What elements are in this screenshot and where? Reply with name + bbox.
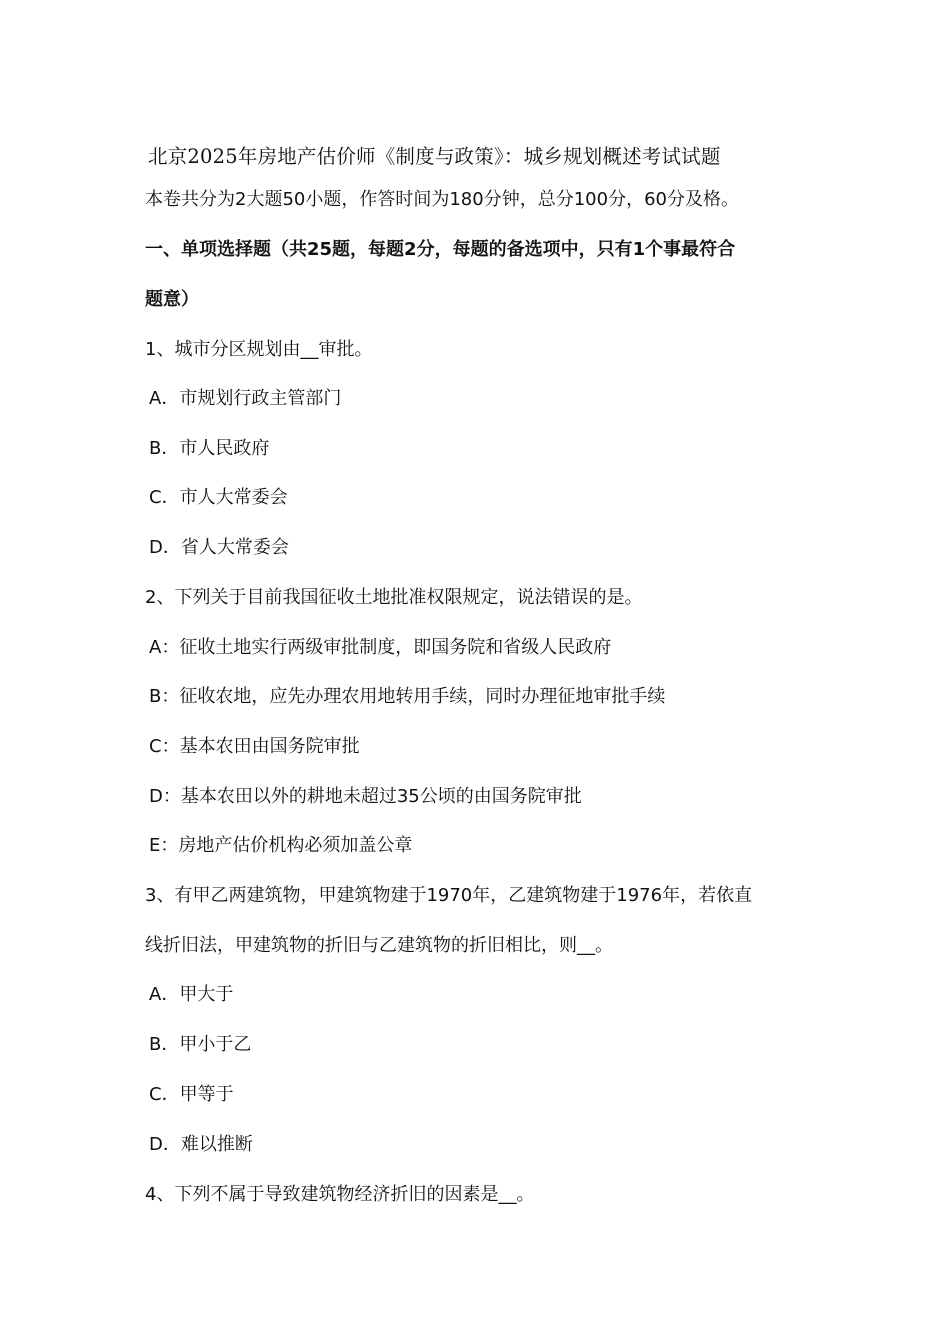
question-2-option-a: A：征收土地实行两级审批制度，即国务院和省级人民政府 (149, 637, 612, 658)
question-2-option-c: C：基本农田由国务院审批 (149, 736, 360, 757)
question-1-option-d: D．省人大常委会 (149, 537, 289, 558)
question-1-text: 1、城市分区规划由__审批。 (145, 339, 373, 360)
question-3-option-c: C．甲等于 (149, 1084, 234, 1105)
question-3-option-a: A．甲大于 (149, 984, 234, 1005)
question-3-option-b: B．甲小于乙 (149, 1034, 252, 1055)
question-1-option-a: A．市规划行政主管部门 (149, 388, 342, 409)
question-2-option-e: E：房地产估价机构必须加盖公章 (149, 835, 413, 856)
question-2-option-d: D：基本农田以外的耕地未超过35公顷的由国务院审批 (149, 786, 582, 807)
document-title: 北京2025年房地产估价师《制度与政策》：城乡规划概述考试试题 (148, 145, 721, 168)
question-1-option-b: B．市人民政府 (149, 438, 270, 459)
question-2-option-b: B：征收农地，应先办理农用地转用手续，同时办理征地审批手续 (149, 686, 666, 707)
question-3-text-line-2: 线折旧法，甲建筑物的折旧与乙建筑物的折旧相比，则__。 (145, 935, 613, 956)
section-heading-line-2: 题意） (145, 289, 199, 310)
question-1-option-c: C．市人大常委会 (149, 487, 288, 508)
question-3-text-line-1: 3、有甲乙两建筑物，甲建筑物建于1970年，乙建筑物建于1976年，若依直 (145, 885, 753, 906)
section-heading-line-1: 一、单项选择题（共25题，每题2分，每题的备选项中，只有1个事最符合 (145, 239, 736, 260)
question-4-text: 4、下列不属于导致建筑物经济折旧的因素是__。 (145, 1184, 535, 1205)
exam-intro: 本卷共分为2大题50小题，作答时间为180分钟，总分100分，60分及格。 (145, 189, 739, 210)
question-3-option-d: D．难以推断 (149, 1134, 253, 1155)
question-2-text: 2、下列关于目前我国征收土地批准权限规定，说法错误的是。 (145, 587, 643, 608)
